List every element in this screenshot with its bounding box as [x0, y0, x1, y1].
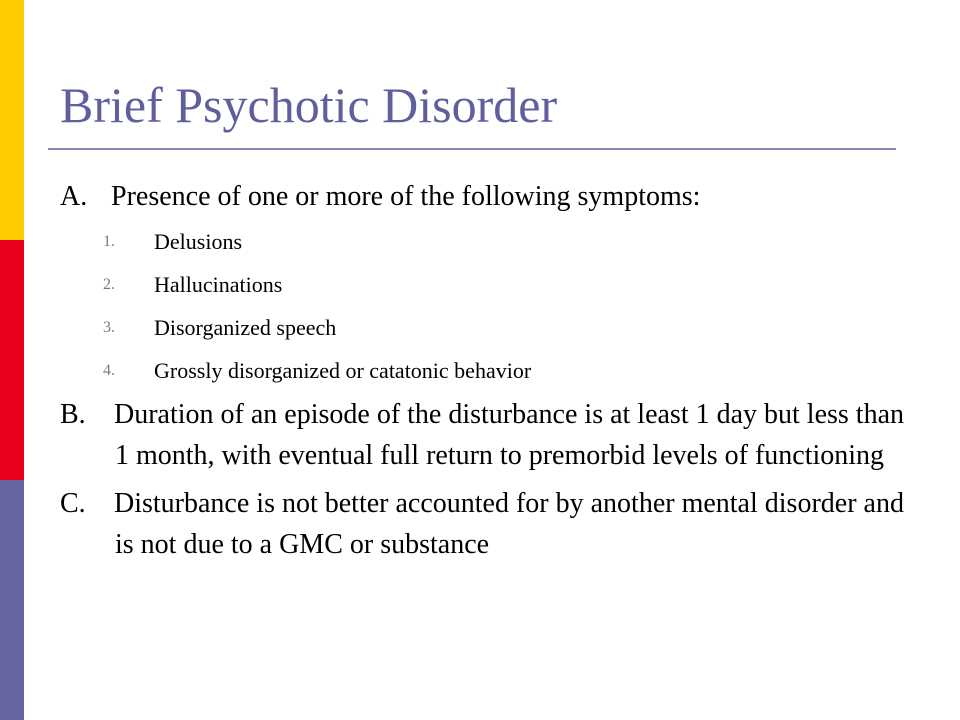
slide-body [60, 176, 920, 565]
accent-bar-blue [0, 480, 24, 720]
list-item-text: Hallucinations [154, 271, 283, 297]
accent-bar-yellow [0, 0, 24, 240]
slide-title: Brief Psychotic Disorder [60, 77, 558, 133]
criterion-a-text: Presence of one or more of the following symptoms: [111, 181, 701, 212]
title-underline [48, 148, 896, 150]
list-item-text: Disorganized speech [154, 314, 337, 340]
criterion-c [60, 483, 920, 565]
list-item [60, 220, 920, 263]
list-item [60, 306, 920, 349]
criterion-a [60, 176, 920, 217]
list-item-number: 2. [103, 275, 115, 293]
criterion-b-letter: B. [60, 399, 86, 430]
list-item-number: 1. [103, 232, 115, 250]
criterion-b-text: Duration of an episode of the disturbance is at least 1 day but less than 1 month, with eventual full return to premorbid levels of functioning [114, 399, 905, 471]
list-item-text: Delusions [154, 228, 242, 254]
list-item-number: 4. [103, 361, 115, 379]
accent-bar-red [0, 240, 24, 480]
criterion-b [60, 394, 920, 476]
symptom-list [60, 220, 920, 392]
list-item [60, 263, 920, 306]
criterion-c-text: Disturbance is not better accounted for by another mental disorder and is not due to a GMC or substance [114, 488, 904, 560]
list-item [60, 349, 920, 392]
list-item-number: 3. [103, 318, 115, 336]
list-item-text: Grossly disorganized or catatonic behavior [154, 357, 532, 383]
criterion-c-letter: C. [60, 488, 86, 519]
criterion-a-letter: A. [60, 181, 88, 212]
